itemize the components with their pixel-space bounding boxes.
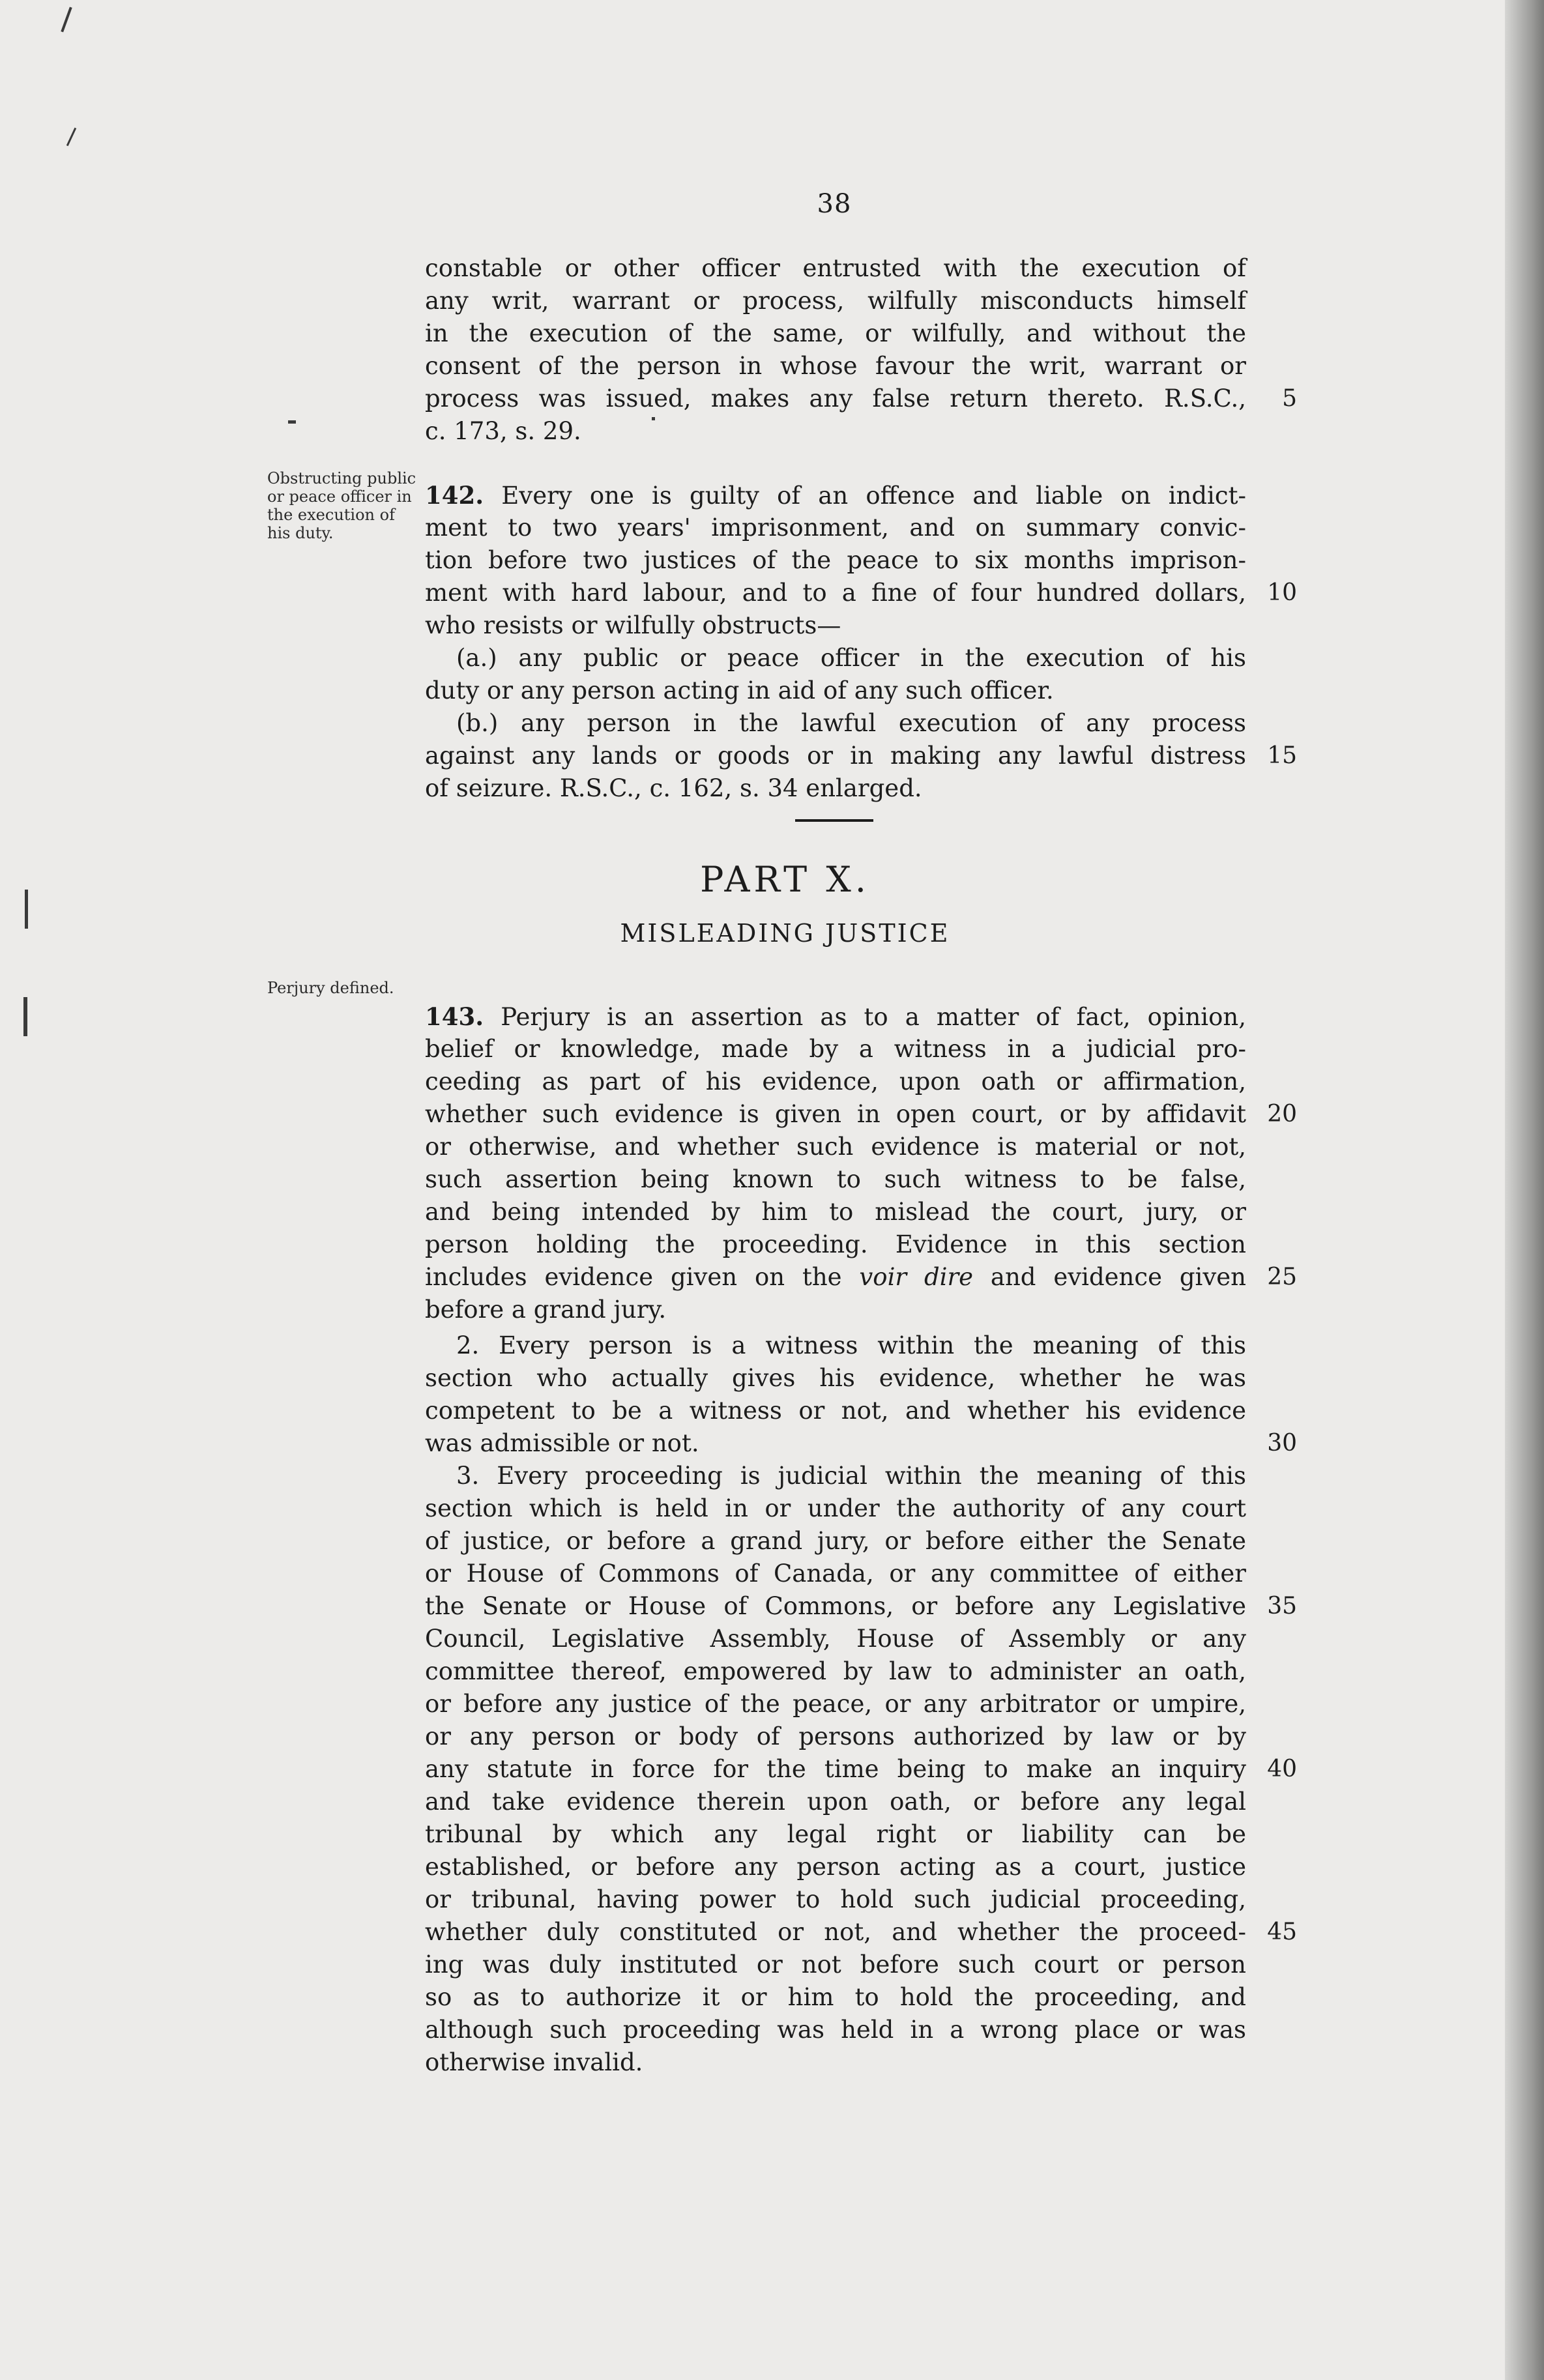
text-line: [425, 1395, 1246, 1427]
text-line: [425, 1163, 1246, 1196]
text-line: [425, 1753, 1246, 1786]
line-text: established, or before any person acting as a court, justice: [425, 1853, 1246, 1881]
text-line: [425, 1558, 1246, 1590]
section-number: 142.: [425, 481, 484, 510]
scan-speck: [61, 7, 72, 33]
text-line: [425, 383, 1246, 415]
line-number: 25: [1267, 1264, 1297, 1290]
line-text: against any lands or goods or in making any lawful distress: [425, 742, 1246, 770]
text-line: [456, 707, 1246, 740]
text-line: [425, 512, 1246, 544]
text-line: [425, 479, 1246, 512]
scan-speck: [288, 420, 296, 424]
text-line: [425, 1098, 1246, 1131]
text-line: [425, 1492, 1246, 1525]
text-line: [425, 1362, 1246, 1395]
text-line: [425, 415, 1246, 448]
line-text: constable or other officer entrusted with the execution of: [425, 254, 1246, 282]
line-text: ment with hard labour, and to a fine of four hundred dollars,: [425, 579, 1246, 607]
line-text: of seizure. R.S.C., c. 162, s. 34 enlarged.: [425, 774, 922, 802]
text-line: [425, 1000, 1246, 1033]
line-text: whether duly constituted or not, and whether the proceed-: [425, 1918, 1246, 1946]
line-text: section which is held in or under the authority of any court: [425, 1494, 1246, 1522]
line-number: 10: [1267, 579, 1297, 606]
text-line: [425, 1981, 1246, 2014]
line-text: ceeding as part of his evidence, upon oath or affirmation,: [425, 1067, 1246, 1096]
text-line: [425, 1294, 1246, 1326]
text-line: [425, 1131, 1246, 1163]
text-line: [425, 1033, 1246, 1066]
scan-speck: [652, 417, 655, 420]
line-text: 3. Every proceeding is judicial within the meaning of this: [456, 1462, 1246, 1490]
line-text: c. 173, s. 29.: [425, 417, 581, 445]
text-line: [425, 1851, 1246, 1883]
text-line: [456, 1460, 1246, 1492]
text-line: [425, 350, 1246, 383]
italic-term: voir dire: [859, 1263, 974, 1291]
line-number: 20: [1267, 1101, 1297, 1127]
text-line: [425, 1228, 1246, 1261]
line-text: of justice, or before a grand jury, or before either the Senate: [425, 1527, 1246, 1555]
line-text-continued: and evidence given: [973, 1263, 1247, 1291]
line-text: process was issued, makes any false return thereto. R.S.C.,: [425, 385, 1246, 413]
line-text: section who actually gives his evidence, whether he was: [425, 1364, 1246, 1392]
text-line: [425, 1720, 1246, 1753]
text-line: [425, 1818, 1246, 1851]
line-number: 15: [1267, 742, 1297, 769]
text-line: [425, 772, 1246, 805]
line-number: 40: [1267, 1756, 1297, 1782]
text-line: [425, 1590, 1246, 1623]
line-number: 35: [1267, 1593, 1297, 1619]
text-line: [425, 1688, 1246, 1720]
line-text: ing was duly instituted or not before such court or person: [425, 1951, 1246, 1979]
text-line: [425, 1066, 1246, 1098]
text-line: [425, 252, 1246, 285]
line-text: or any person or body of persons authorized by law or by: [425, 1722, 1246, 1750]
text-line: [425, 1883, 1246, 1916]
line-text: and being intended by him to mislead the court, jury, or: [425, 1198, 1246, 1226]
text-line: [425, 1196, 1246, 1228]
text-line: [425, 1949, 1246, 1981]
margin-note-perjury: Perjury defined.: [267, 979, 394, 997]
line-text: before a grand jury.: [425, 1296, 667, 1324]
line-text: such assertion being known to such witness to be false,: [425, 1165, 1246, 1193]
line-text: so as to authorize it or him to hold the proceeding, and: [425, 1983, 1246, 2011]
line-text: (a.) any public or peace officer in the execution of his: [456, 644, 1246, 672]
line-text: was admissible or not.: [425, 1429, 699, 1457]
part-subtitle: MISLEADING JUSTICE: [620, 919, 950, 948]
text-line: [425, 317, 1246, 350]
line-text: who resists or wilfully obstructs—: [425, 611, 841, 639]
margin-note-obstructing: Obstructing public or peace officer in the execution of his duty.: [267, 469, 416, 542]
text-line: [456, 642, 1246, 675]
text-line: [425, 1916, 1246, 1949]
line-number: 30: [1267, 1430, 1297, 1457]
text-line: [425, 1655, 1246, 1688]
line-text: any writ, warrant or process, wilfully misconducts himself: [425, 287, 1246, 315]
part-title: PART X.: [700, 859, 870, 900]
line-text: belief or knowledge, made by a witness in a judicial pro-: [425, 1035, 1246, 1063]
text-line: [425, 1623, 1246, 1655]
text-line: [425, 577, 1246, 609]
text-line: [425, 2046, 1246, 2079]
line-number: 5: [1282, 385, 1297, 412]
page-edge-shadow: [1505, 0, 1544, 2380]
line-text: Every one is guilty of an offence and liable on indict-: [484, 482, 1246, 510]
line-text: otherwise invalid.: [425, 2048, 643, 2076]
line-text: although such proceeding was held in a wrong place or was: [425, 2016, 1246, 2044]
scan-speck: [25, 890, 28, 929]
line-text: ment to two years' imprisonment, and on summary convic-: [425, 514, 1246, 542]
text-line: [425, 1261, 1246, 1294]
line-text: competent to be a witness or not, and whether his evidence: [425, 1397, 1246, 1425]
line-text: or before any justice of the peace, or any arbitrator or umpire,: [425, 1690, 1246, 1718]
line-text: tion before two justices of the peace to six months imprison-: [425, 546, 1246, 574]
line-text: and take evidence therein upon oath, or before any legal: [425, 1788, 1246, 1816]
section-divider-rule: [795, 819, 873, 822]
line-text: or otherwise, and whether such evidence is material or not,: [425, 1133, 1246, 1161]
line-text: in the execution of the same, or wilfully, and without the: [425, 319, 1246, 347]
line-text: person holding the proceeding. Evidence in this section: [425, 1230, 1246, 1258]
line-text: duty or any person acting in aid of any such officer.: [425, 676, 1054, 704]
line-text: 2. Every person is a witness within the meaning of this: [456, 1331, 1246, 1359]
line-text: or House of Commons of Canada, or any committee of either: [425, 1560, 1246, 1588]
line-text: includes evidence given on the: [425, 1263, 860, 1291]
text-line: [425, 609, 1246, 642]
scan-speck: [23, 997, 27, 1036]
text-line: [425, 1786, 1246, 1818]
line-text: (b.) any person in the lawful execution of any process: [456, 709, 1246, 737]
section-number: 143.: [425, 1002, 484, 1031]
line-number: 45: [1267, 1919, 1297, 1945]
page-number: 38: [817, 189, 852, 219]
line-text: any statute in force for the time being to make an inquiry: [425, 1755, 1246, 1783]
scan-speck: [66, 128, 76, 146]
text-line: [425, 1427, 1246, 1460]
text-line: [456, 1329, 1246, 1362]
text-line: [425, 2014, 1246, 2046]
line-text: whether such evidence is given in open court, or by affidavit: [425, 1100, 1246, 1128]
line-text: or tribunal, having power to hold such judicial proceeding,: [425, 1885, 1246, 1913]
text-line: [425, 1525, 1246, 1558]
line-text: Perjury is an assertion as to a matter of fact, opinion,: [484, 1003, 1246, 1031]
text-line: [425, 740, 1246, 772]
text-line: [425, 285, 1246, 317]
line-text: the Senate or House of Commons, or before any Legislative: [425, 1592, 1246, 1620]
line-text: tribunal by which any legal right or liability can be: [425, 1820, 1246, 1848]
text-line: [425, 544, 1246, 577]
text-line: [425, 675, 1246, 707]
line-text: Council, Legislative Assembly, House of Assembly or any: [425, 1625, 1246, 1653]
line-text: consent of the person in whose favour the writ, warrant or: [425, 352, 1246, 380]
line-text: committee thereof, empowered by law to administer an oath,: [425, 1657, 1246, 1685]
